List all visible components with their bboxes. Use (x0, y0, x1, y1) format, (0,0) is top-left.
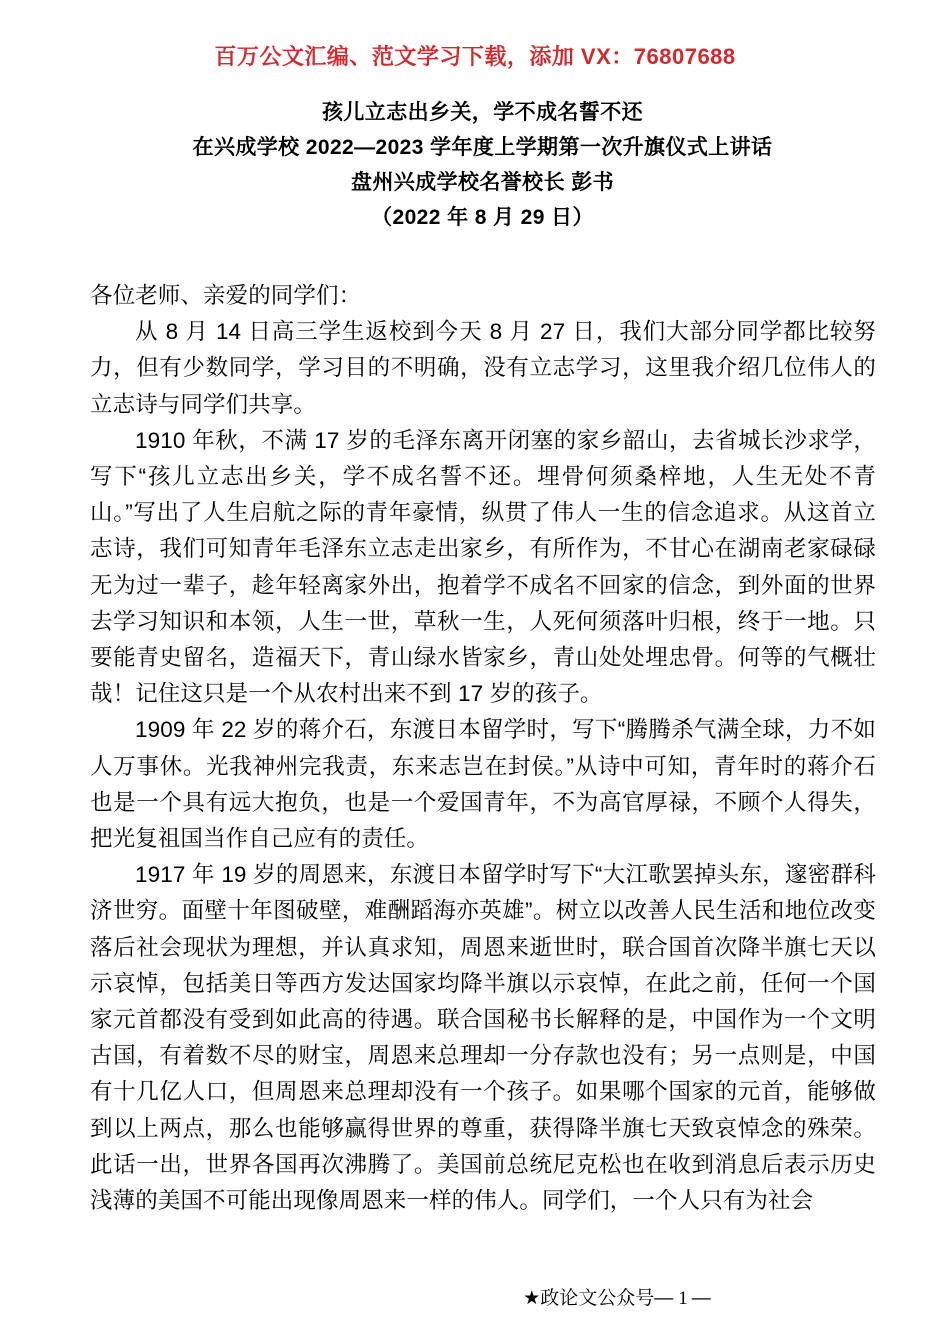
footer-publisher-mark: ★政论文公众号 (523, 1288, 655, 1309)
document-title-author: 盘州兴成学校名誉校长 彭书 (350, 171, 615, 194)
footer-dash-left: — (654, 1288, 675, 1309)
document-title-block (90, 95, 875, 235)
document-title-main: 孩儿立志出乡关，学不成名誓不还 (322, 101, 643, 124)
body-paragraph-2: 1910 年秋，不满 17 岁的毛泽东离开闭塞的家乡韶山，去省城长沙求学，写下“孩儿立志出乡关，学不成名誓不还。埋骨何须桑梓地，人生无处不青山。”写出了人生启航之际的青年豪情，纵贯了伟人一生的信念追求。从这首立志诗，我们可知青年毛泽东立志走出家乡，有所作为，不甘心在湖南老家碌碌无为过一辈子，趁年轻离家外出，抱着学不成名不回家的信念，到外面的世界去学习知识和本领，人生一世，草秋一生，人死何须落叶归根，终于一地。只要能青史留名，造福天下，青山绿水皆家乡，青山处处埋忠骨。何等的气概壮哉！记住这只是一个从农村出来不到 17 岁的孩子。 (90, 427, 876, 707)
document-title-date: （2022 年 8 月 29 日） (371, 206, 594, 229)
document-body (90, 278, 876, 1219)
footer-dash-right: — (691, 1288, 712, 1309)
body-salutation: 各位老师、亲爱的同学们： (90, 283, 362, 308)
footer-inner (523, 1283, 712, 1310)
document-title-subtitle: 在兴成学校 2022—2023 学年度上学期第一次升旗仪式上讲话 (192, 136, 773, 159)
body-paragraph-3: 1909 年 22 岁的蒋介石，东渡日本留学时，写下“腾腾杀气满全球，力不如人万事休。光我神州完我责，东来志岂在封侯。”从诗中可知，青年时的蒋介石也是一个具有远大抱负，也是一个爱国青年，不为高官厚禄，不顾个人得失，把光复祖国当作自己应有的责任。 (90, 717, 876, 852)
footer-page-number: 1 (678, 1288, 688, 1309)
body-paragraph-1: 从 8 月 14 日高三学生返校到今天 8 月 27 日，我们大部分同学都比较努力，但有少数同学，学习目的不明确，没有立志学习，这里我介绍几位伟人的立志诗与同学们共享。 (90, 319, 876, 417)
page-footer (0, 1283, 950, 1310)
promo-banner-text: 百万公文汇编、范文学习下载，添加 VX：76807688 (214, 44, 736, 69)
body-paragraph-4: 1917 年 19 岁的周恩来，东渡日本留学时写下“大江歌罢掉头东，邃密群科济世穷。面壁十年图破壁，难酬蹈海亦英雄”。树立以改善人民生活和地位改变落后社会现状为理想，并认真求知，周恩来逝世时，联合国首次降半旗七天以示哀悼，包括美日等西方发达国家均降半旗以示哀悼，在此之前，任何一个国家元首都没有受到如此高的待遇。联合国秘书长解释的是，中国作为一个文明古国，有着数不尽的财宝，周恩来总理却一分存款也没有；另一点则是，中国有十几亿人口，但周恩来总理却没有一个孩子。如果哪个国家的元首，能够做到以上两点，那么也能够赢得世界的尊重，获得降半旗七天致哀悼念的殊荣。此话一出，世界各国再次沸腾了。美国前总统尼克松也在收到消息后表示历史浅薄的美国不可能出现像周恩来一样的伟人。同学们，一个人只有为社会 (90, 862, 876, 1214)
